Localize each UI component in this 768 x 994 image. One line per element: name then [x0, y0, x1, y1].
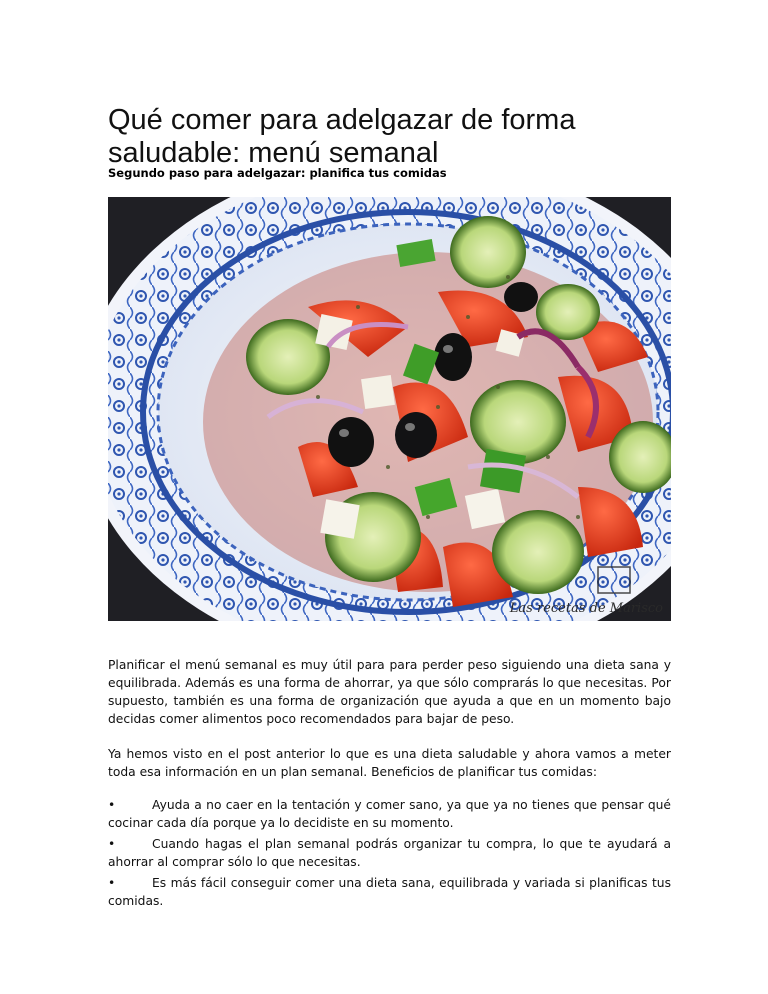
bullet-icon: • — [108, 876, 116, 890]
bullet-text: Es más fácil conseguir comer una dieta sana, equilibrada y variada si planificas tus comidas. — [108, 876, 671, 908]
bullet-icon: • — [108, 837, 116, 851]
paragraph-1: Planificar el menú semanal es muy útil para para perder peso siguiendo una dieta sana y equilibrada. Además es una forma de ahorrar, ya que sólo comprarás lo que necesitas. Por supuesto, también es una forma de organización que ayuda a que en un momento bajo decidas comer alimentos poco recomendados para bajar de peso. — [108, 658, 671, 726]
bullet-icon: • — [108, 798, 116, 812]
bullet-text: Ayuda a no caer en la tentación y comer sano, ya que ya no tienes que pensar qué cocinar cada día porque ya lo decidiste en su momento. — [108, 798, 671, 830]
bullet-text: Cuando hagas el plan semanal podrás organizar tu compra, lo que te ayudará a ahorrar al comprar sólo lo que necesitas. — [108, 837, 671, 869]
list-item — [108, 835, 671, 871]
photo-watermark: Las recetas de Marisco — [509, 601, 663, 616]
benefits-list — [108, 796, 671, 913]
paragraph-2: Ya hemos visto en el post anterior lo que es una dieta saludable y ahora vamos a meter toda esa información en un plan semanal. Beneficios de planificar tus comidas: — [108, 747, 671, 779]
list-item — [108, 796, 671, 832]
article-title: Qué comer para adelgazar de forma saludable: menú semanal — [108, 104, 576, 169]
article-subtitle: Segundo paso para adelgazar: planifica tus comidas — [108, 166, 447, 180]
list-item — [108, 874, 671, 910]
salad-photo — [108, 197, 671, 621]
